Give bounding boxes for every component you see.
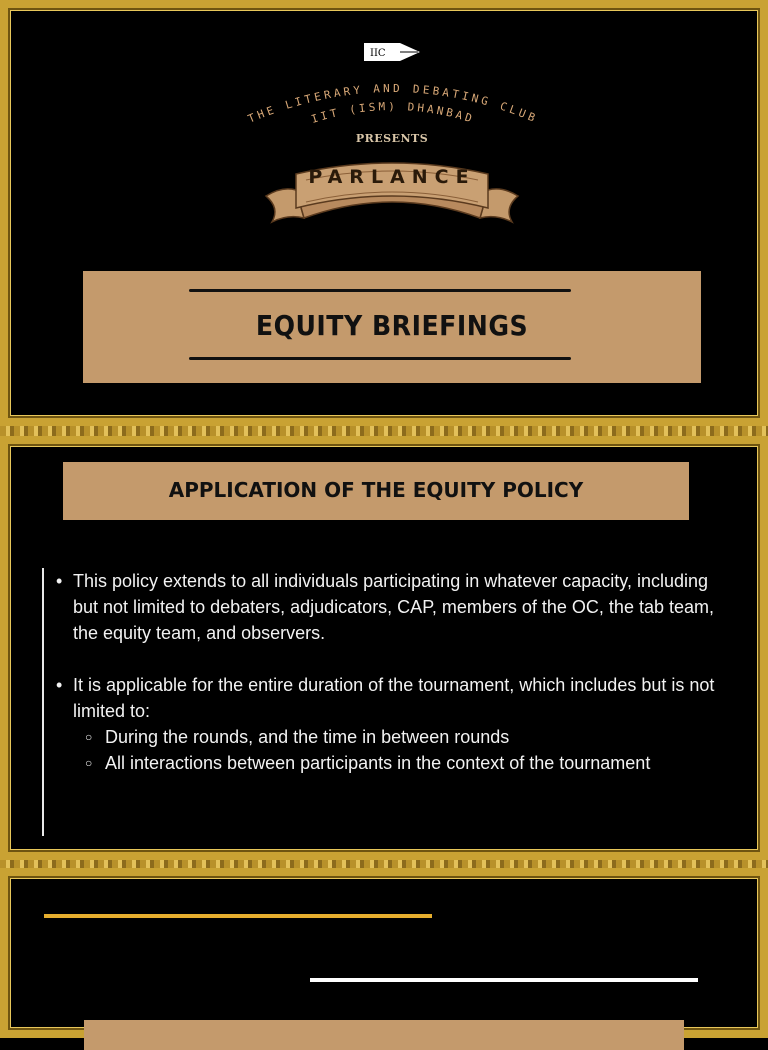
slide-title: EQUITY BRIEFINGS [255, 309, 529, 342]
gold-accent-line [44, 914, 432, 918]
institute-name-text: IIT (ISM) DHANBAD [309, 100, 477, 126]
title-slide [0, 0, 768, 426]
sub-bullet-item: ○ During the rounds, and the time in between rounds [56, 724, 726, 750]
sub-bullet-item: ○ All interactions between participants in the context of the tournament [56, 750, 726, 776]
policy-slide [0, 436, 768, 860]
title-top-rule [189, 289, 571, 292]
bullet-dot-icon: • [56, 571, 63, 591]
event-name: PARLANCE [308, 166, 476, 188]
title-banner [83, 271, 701, 383]
gold-divider [0, 860, 768, 868]
svg-text:IIC: IIC [370, 48, 386, 59]
next-slide [0, 868, 768, 1038]
title-bottom-rule [189, 357, 571, 360]
club-name-text: THE LITERARY AND DEBATING CLUB [246, 81, 540, 126]
club-name-arc [238, 68, 548, 138]
section-heading-box [63, 462, 689, 520]
presents-label: PRESENTS [355, 132, 429, 145]
hollow-bullet-icon: ○ [85, 730, 93, 744]
hollow-bullet-icon: ○ [85, 756, 93, 770]
svg-text:IIT (ISM) DHANBAD [310, 100, 477, 126]
white-accent-line [310, 978, 698, 982]
fountain-pen-logo-icon [364, 40, 422, 64]
bullet-item: • It is applicable for the entire duration of the tournament, which includes but is not limited to: [56, 672, 726, 724]
vertical-rule [42, 568, 44, 836]
policy-body [56, 568, 726, 776]
section-heading: APPLICATION OF THE EQUITY POLICY [168, 478, 584, 502]
bullet-dot-icon: • [56, 675, 63, 695]
heading-box-partial [84, 1020, 684, 1050]
gold-divider [0, 426, 768, 436]
bullet-item: • This policy extends to all individuals participating in whatever capacity, including but not limited to debaters, adjudicators, CAP, members of the OC, the tab team, the equity team, and observers. [56, 568, 726, 646]
